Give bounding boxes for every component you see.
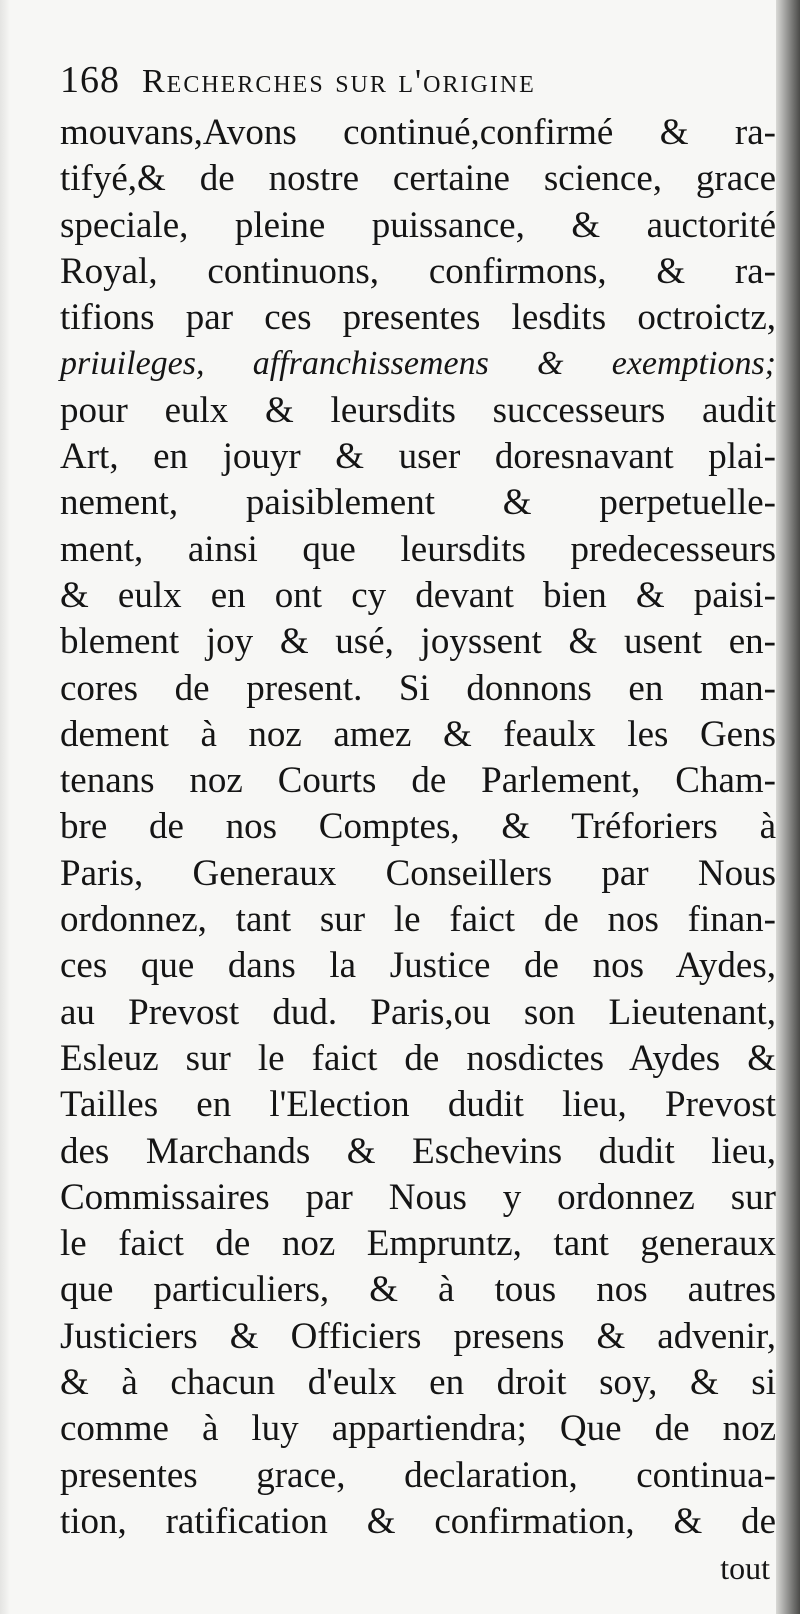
text-line: & eulx en ont cy devant bien & paisi- [60,574,776,616]
text-line: pour eulx & leursdits successeurs audit [60,389,776,431]
text-line: Art, en jouyr & user doresnavant plai- [60,436,776,478]
text-line: speciale, pleine puissance, & auctorité [60,204,776,246]
text-block [60,58,776,1591]
text-line: tenans noz Courts de Parlement, Cham- [60,760,776,802]
text-line: blement joy & usé, joyssent & usent en- [60,621,776,663]
text-line: ment, ainsi que leursdits predecesseurs [60,528,776,570]
catchword: tout [720,1550,770,1587]
text-line: Justiciers & Officiers presens & advenir, [60,1315,776,1357]
text-line: tion, ratification & confirmation, & de [60,1500,776,1542]
text-line: Tailles en l'Election dudit lieu, Prevost [60,1084,776,1126]
page-number: 168 [60,59,120,101]
text-line: & à chacun d'eulx en droit soy, & si [60,1362,776,1404]
text-line: que particuliers, & à tous nos autres [60,1269,776,1311]
text-line: Esleuz sur le faict de nosdictes Aydes & [60,1037,776,1079]
body-text [60,110,776,1545]
page-edge-shadow [776,0,800,1614]
text-line: comme à luy appartiendra; Que de noz [60,1408,776,1450]
text-line: Commissaires par Nous y ordonnez sur [60,1176,776,1218]
text-line: le faict de noz Empruntz, tant generaux [60,1223,776,1265]
text-line: ordonnez, tant sur le faict de nos finan- [60,899,776,941]
text-line: presentes grace, declaration, continua- [60,1454,776,1496]
text-line: dement à noz amez & feaulx les Gens [60,713,776,755]
text-line: tifyé,& de nostre certaine science, grace [60,158,776,200]
text-line: Royal, continuons, confirmons, & ra- [60,250,776,292]
text-line: cores de present. Si donnons en man- [60,667,776,709]
text-line: nement, paisiblement & perpetuelle- [60,482,776,524]
text-line: Paris, Generaux Conseillers par Nous [60,852,776,894]
text-line-italic: priuileges, affranchissemens & exemptions; [60,345,776,383]
text-line: ces que dans la Justice de nos Aydes, [60,945,776,987]
text-line: au Prevost dud. Paris,ou son Lieutenant, [60,991,776,1033]
text-line: mouvans,Avons continué,confirmé & ra- [60,112,776,153]
text-line: bre de nos Comptes, & Tréforiers à [60,806,776,848]
page-header [60,58,776,110]
page-gutter-shadow [0,0,10,1614]
running-head: Recherches sur l'origine [142,63,536,100]
text-line: des Marchands & Eschevins dudit lieu, [60,1130,776,1172]
text-line: tifions par ces presentes lesdits octroictz, [60,297,776,339]
